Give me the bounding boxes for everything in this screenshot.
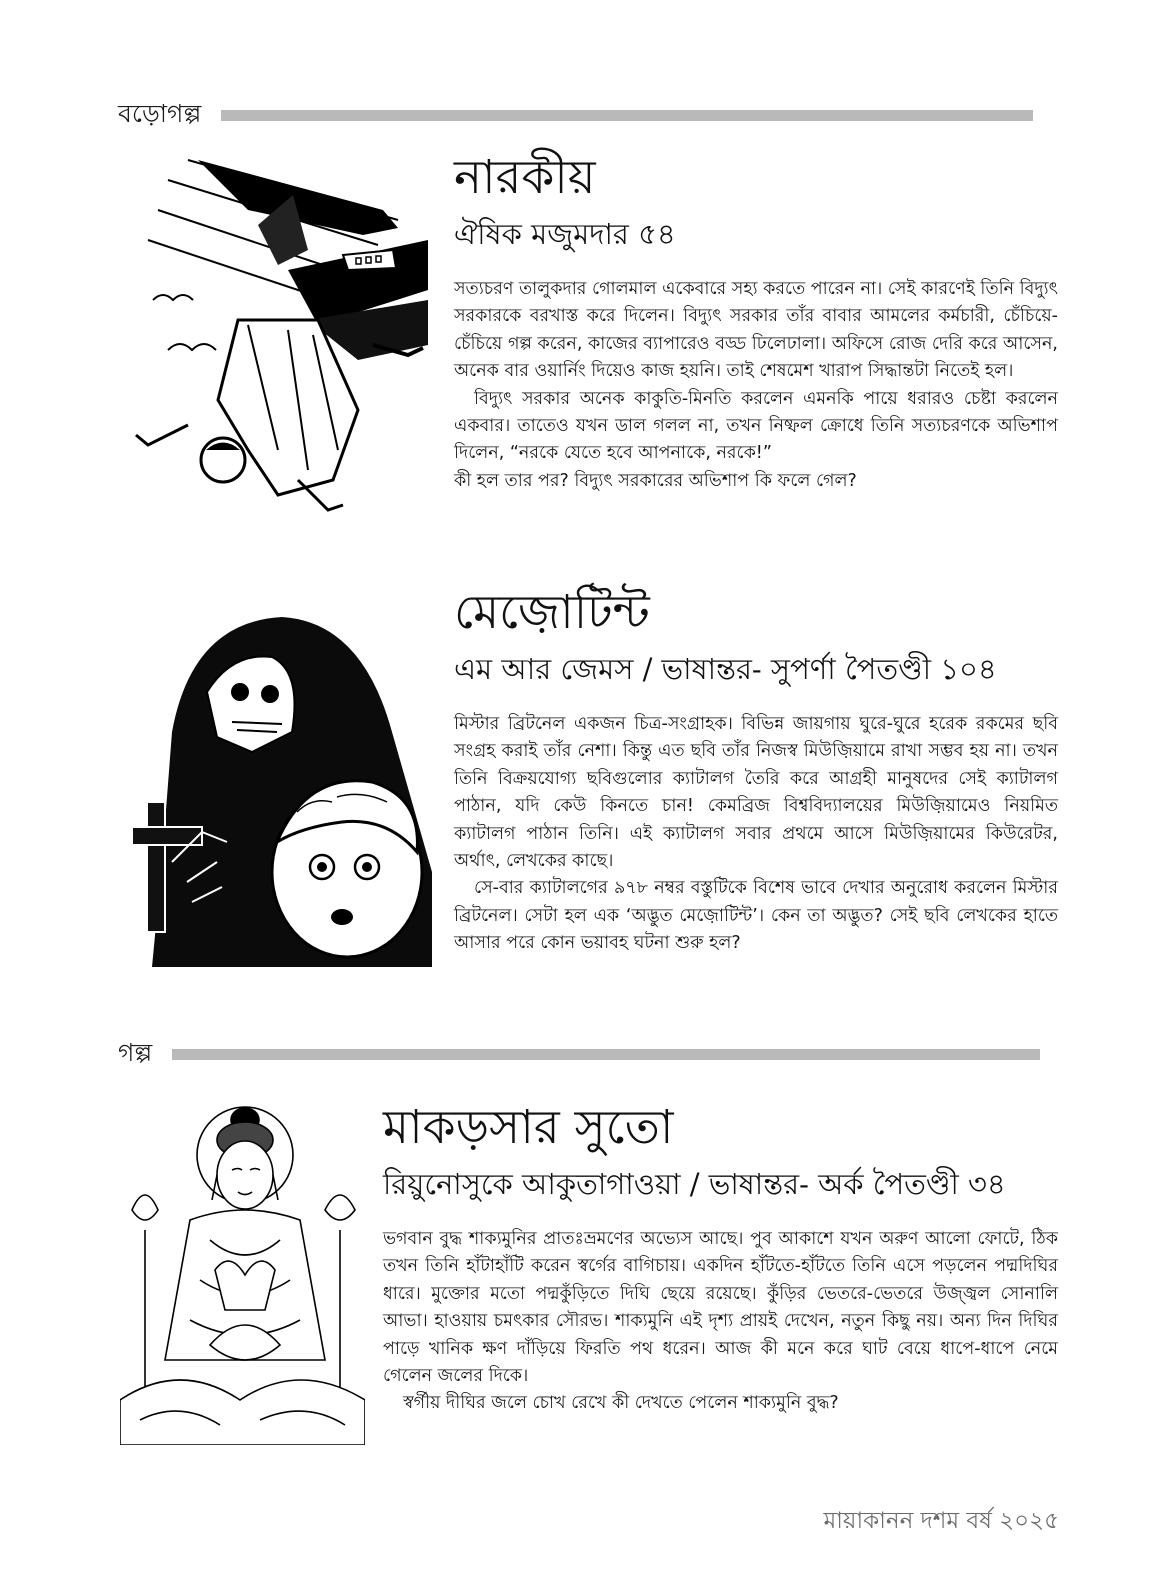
story-title: মেজ়োটিন্ট	[454, 585, 650, 640]
story-makorsar-suto	[383, 1100, 1058, 1418]
story-byline: ঐষিক মজুমদার ৫৪	[454, 217, 676, 251]
illustration-falling-man-plane-art	[128, 150, 428, 525]
story-title: নারকীয়	[454, 150, 596, 205]
story-paragraph: মিস্টার ব্রিটনেল একজন চিত্র-সংগ্রাহক। বিভিন্ন জায়গায় ঘুরে-ঘুরে হরেক রকমের ছবি সংগ্রহ করাই তাঁর নেশা। কিন্তু এত ছবি তাঁর নিজস্ব মিউজ়িয়ামে রাখা সম্ভব হয় না। তখন তিনি বিক্রয়যোগ্য ছবিগুলোর ক্যাটালগ তৈরি করে আগ্রহী মানুষদের সেই ক্যাটালগ পাঠান, যদি কেউ কিনতে চান! কেমব্রিজ বিশ্ববিদ্যালয়ের মিউজ়িয়ামেও নিয়মিত ক্যাটালগ পাঠান তিনি। এই ক্যাটালগ সবার প্রথমে আসে মিউজ়িয়ামের কিউরেটর, অর্থাৎ, লেখকের কাছে।	[454, 714, 1058, 872]
story-paragraph: কী হল তার পর? বিদ্যুৎ সরকারের অভিশাপ কি ফলে গেল?	[454, 470, 857, 491]
illustration-reaper-child-art	[132, 612, 432, 967]
story-paragraph: ভগবান বুদ্ধ শাক্যমুনির প্রাতঃভ্রমণের অভ্যেস আছে। পুব আকাশে যখন অরুণ আলো ফোটে, ঠিক তখন তিনি হাঁটাহাঁটি করেন স্বর্গের বাগিচায়। একদিন হাঁটতে-হাঁটতে তিনি এসে পড়লেন পদ্মদিঘির ধারে। মুক্তোর মতো পদ্মকুঁড়িতে দিঘি ছেয়ে রয়েছে। কুঁড়ির ভেতরে-ভেতরে উজ্জ্বল সোনালি আভা। হাওয়ায় চমৎকার সৌরভ। শাক্যমুনি এই দৃশ্য প্রায়ই দেখেন, নতুন কিছু নয়। অন্য দিন দিঘির পাড়ে খানিক ক্ষণ দাঁড়িয়ে ফিরতি পথ ধরেন। আজ কী মনে করে ঘাট বেয়ে ধাপে-ধাপে নেমে গেলেন জলের দিকে।	[383, 1229, 1058, 1387]
story-title: মাকড়সার সুতো	[383, 1100, 674, 1155]
story-paragraph: বিদ্যুৎ সরকার অনেক কাকুতি-মিনতি করলেন এমনকি পায়ে ধরারও চেষ্টা করলেন একবার। তাতেও যখন ডাল গলল না, তখন নিষ্ফল ক্রোধে তিনি সত্যচরণকে অভিশাপ দিলেন, “নরকে যেতে হবে আপনাকে, নরকে!”	[454, 388, 1058, 464]
illustration-falling-man-plane	[128, 150, 428, 525]
section-label: গল্প	[118, 1038, 153, 1067]
section-header-short-story	[118, 1033, 1040, 1076]
section-rule	[221, 110, 1033, 121]
story-synopsis	[383, 1226, 1058, 1418]
story-synopsis	[454, 276, 1058, 495]
story-synopsis	[454, 711, 1058, 958]
section-header-novella	[118, 94, 1033, 137]
section-label: বড়োগল্প	[118, 99, 202, 128]
illustration-buddha-lotus-art	[120, 1100, 365, 1445]
story-paragraph: সে-বার ক্যাটালগের ৯৭৮ নম্বর বস্তুটিকে বিশেষ ভাবে দেখার অনুরোধ করলেন মিস্টার ব্রিটনেল। সেটা হল এক ‘অদ্ভুত মেজ়োটিন্ট’। কেন তা অদ্ভুত? সেই ছবি লেখকের হাতে আসার পরে কোন ভয়াবহ ঘটনা শুরু হল?	[454, 878, 1058, 954]
page-footer: মায়াকানন দশম বর্ষ ২০২৫	[823, 1508, 1059, 1534]
illustration-buddha-lotus	[120, 1100, 365, 1445]
story-mezzotint	[454, 585, 1058, 958]
story-paragraph: সত্যচরণ তালুকদার গোলমাল একেবারে সহ্য করতে পারেন না। সেই কারণেই তিনি বিদ্যুৎ সরকারকে বরখাস্ত করে দিলেন। বিদ্যুৎ সরকার তাঁর বাবার আমলের কর্মচারী, চেঁচিয়ে-চেঁচিয়ে গল্প করেন, কাজের ব্যাপারেও বড্ড ঢিলেঢালা। অফিসে রোজ দেরি করে আসেন, অনেক বার ওয়ার্নিং দিয়েও কাজ হয়নি। তাই শেষমেশ খারাপ সিদ্ধান্তটা নিতেই হল।	[454, 279, 1058, 382]
section-rule	[172, 1049, 1040, 1060]
illustration-reaper-child	[132, 612, 432, 967]
story-narakiya	[454, 150, 1058, 495]
story-paragraph: স্বর্গীয় দীঘির জলে চোখ রেখে কী দেখতে পেলেন শাক্যমুনি বুদ্ধ?	[403, 1393, 839, 1414]
story-byline: রিয়ুনোসুকে আকুতাগাওয়া / ভাষান্তর- অর্ক পৈতণ্ডী ৩৪	[383, 1167, 1006, 1201]
story-byline: এম আর জেমস / ভাষান্তর- সুপর্ণা পৈতণ্ডী ১০৪	[454, 652, 997, 686]
